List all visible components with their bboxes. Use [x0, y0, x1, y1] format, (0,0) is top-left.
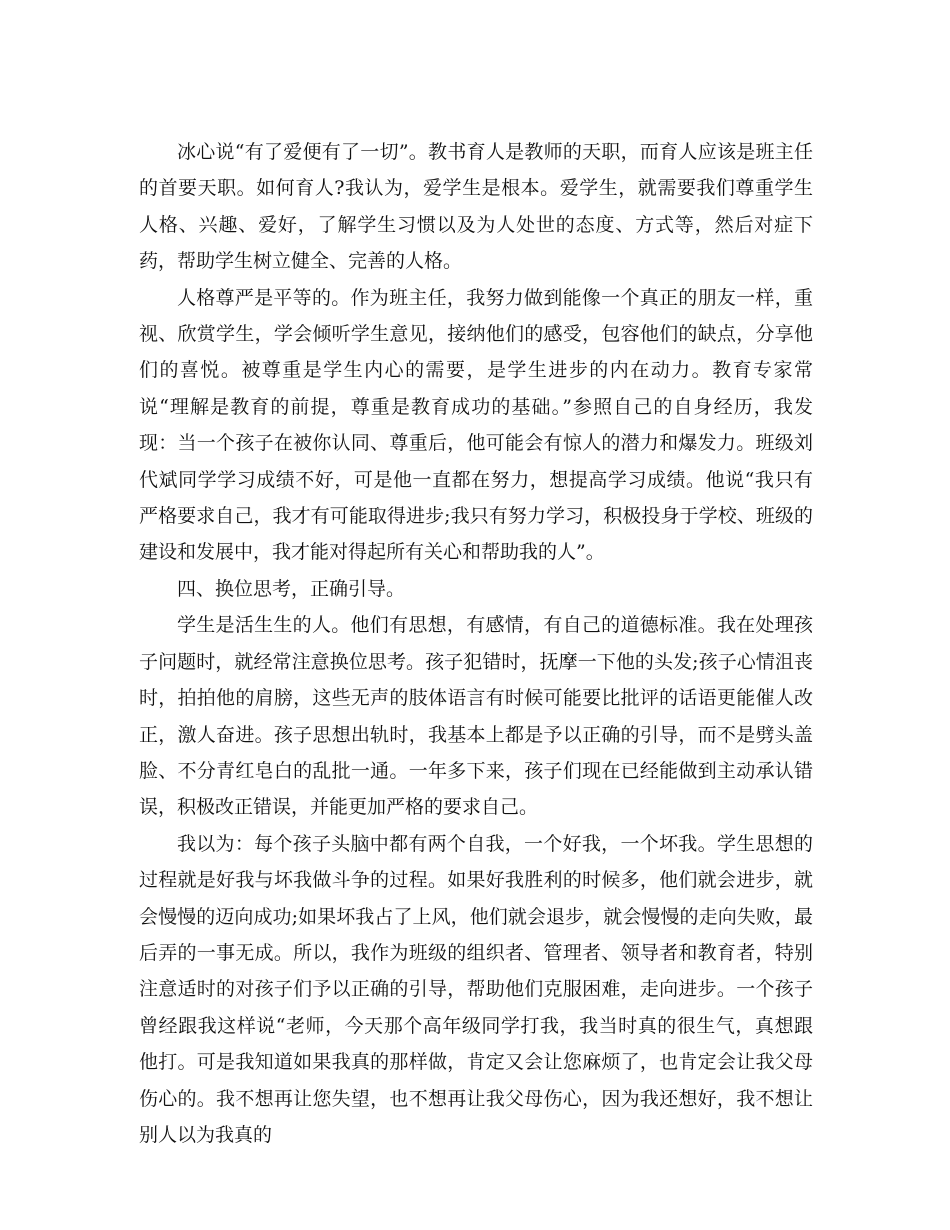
section-heading-empathy: 四、换位思考，正确引导。: [177, 577, 406, 600]
paragraph-empathy-guidance: 学生是活生生的人。他们有思想，有感情，有自己的道德标准。我在处理孩子问题时，就经常注意换位思考。孩子犯错时，抚摩一下他的头发;孩子心情沮丧时，拍拍他的肩膀，这些无声的肢体语言有时候可能要比批评的话语更能催人改正，激人奋进。孩子思想出轨时，我基本上都是予以正确的引导，而不是劈头盖脸、不分青红皂白的乱批一通。一年多下来，孩子们现在已经能做到主动承认错误，积极改正错误，并能更加严格的要求自己。: [139, 614, 813, 819]
paragraph-respect-dignity: 人格尊严是平等的。作为班主任，我努力做到能像一个真正的朋友一样，重视、欣赏学生，学会倾听学生意见，接纳他们的感受，包容他们的缺点，分享他们的喜悦。被尊重是学生内心的需要，是学生进步的内在动力。教育专家常说“理解是教育的前提，尊重是教育成功的基础。”参照自己的自身经历，我发现：当一个孩子在被你认同、尊重后，他可能会有惊人的潜力和爆发力。班级刘代斌同学学习成绩不好，可是他一直都在努力，想提高学习成绩。他说“我只有严格要求自己，我才有可能取得进步;我只有努力学习，积极投身于学校、班级的建设和发展中，我才能对得起所有关心和帮助我的人”。: [139, 286, 813, 564]
paragraph-love-students: 冰心说“有了爱便有了一切”。教书育人是教师的天职，而育人应该是班主任的首要天职。如何育人?我认为，爱学生是根本。爱学生，就需要我们尊重学生人格、兴趣、爱好，了解学生习惯以及为人处世的态度、方式等，然后对症下药，帮助学生树立健全、完善的人格。: [139, 141, 813, 273]
paragraph-two-selves: 我以为：每个孩子头脑中都有两个自我，一个好我，一个坏我。学生思想的过程就是好我与坏我做斗争的过程。如果好我胜利的时候多，他们就会进步，就会慢慢的迈向成功;如果坏我占了上风，他们就会退步，就会慢慢的走向失败，最后弄的一事无成。所以，我作为班级的组织者、管理者、领导者和教育者，特别注意适时的对孩子们予以正确的引导，帮助他们克服困难，走向进步。一个孩子曾经跟我这样说“老师，今天那个高年级同学打我，我当时真的很生气，真想跟他打。可是我知道如果我真的那样做，肯定又会让您麻烦了，也肯定会让我父母伤心的。我不想再让您失望，也不想再让我父母伤心，因为我还想好，我不想让别人以为我真的: [139, 832, 813, 1146]
document-body: [139, 134, 813, 1153]
